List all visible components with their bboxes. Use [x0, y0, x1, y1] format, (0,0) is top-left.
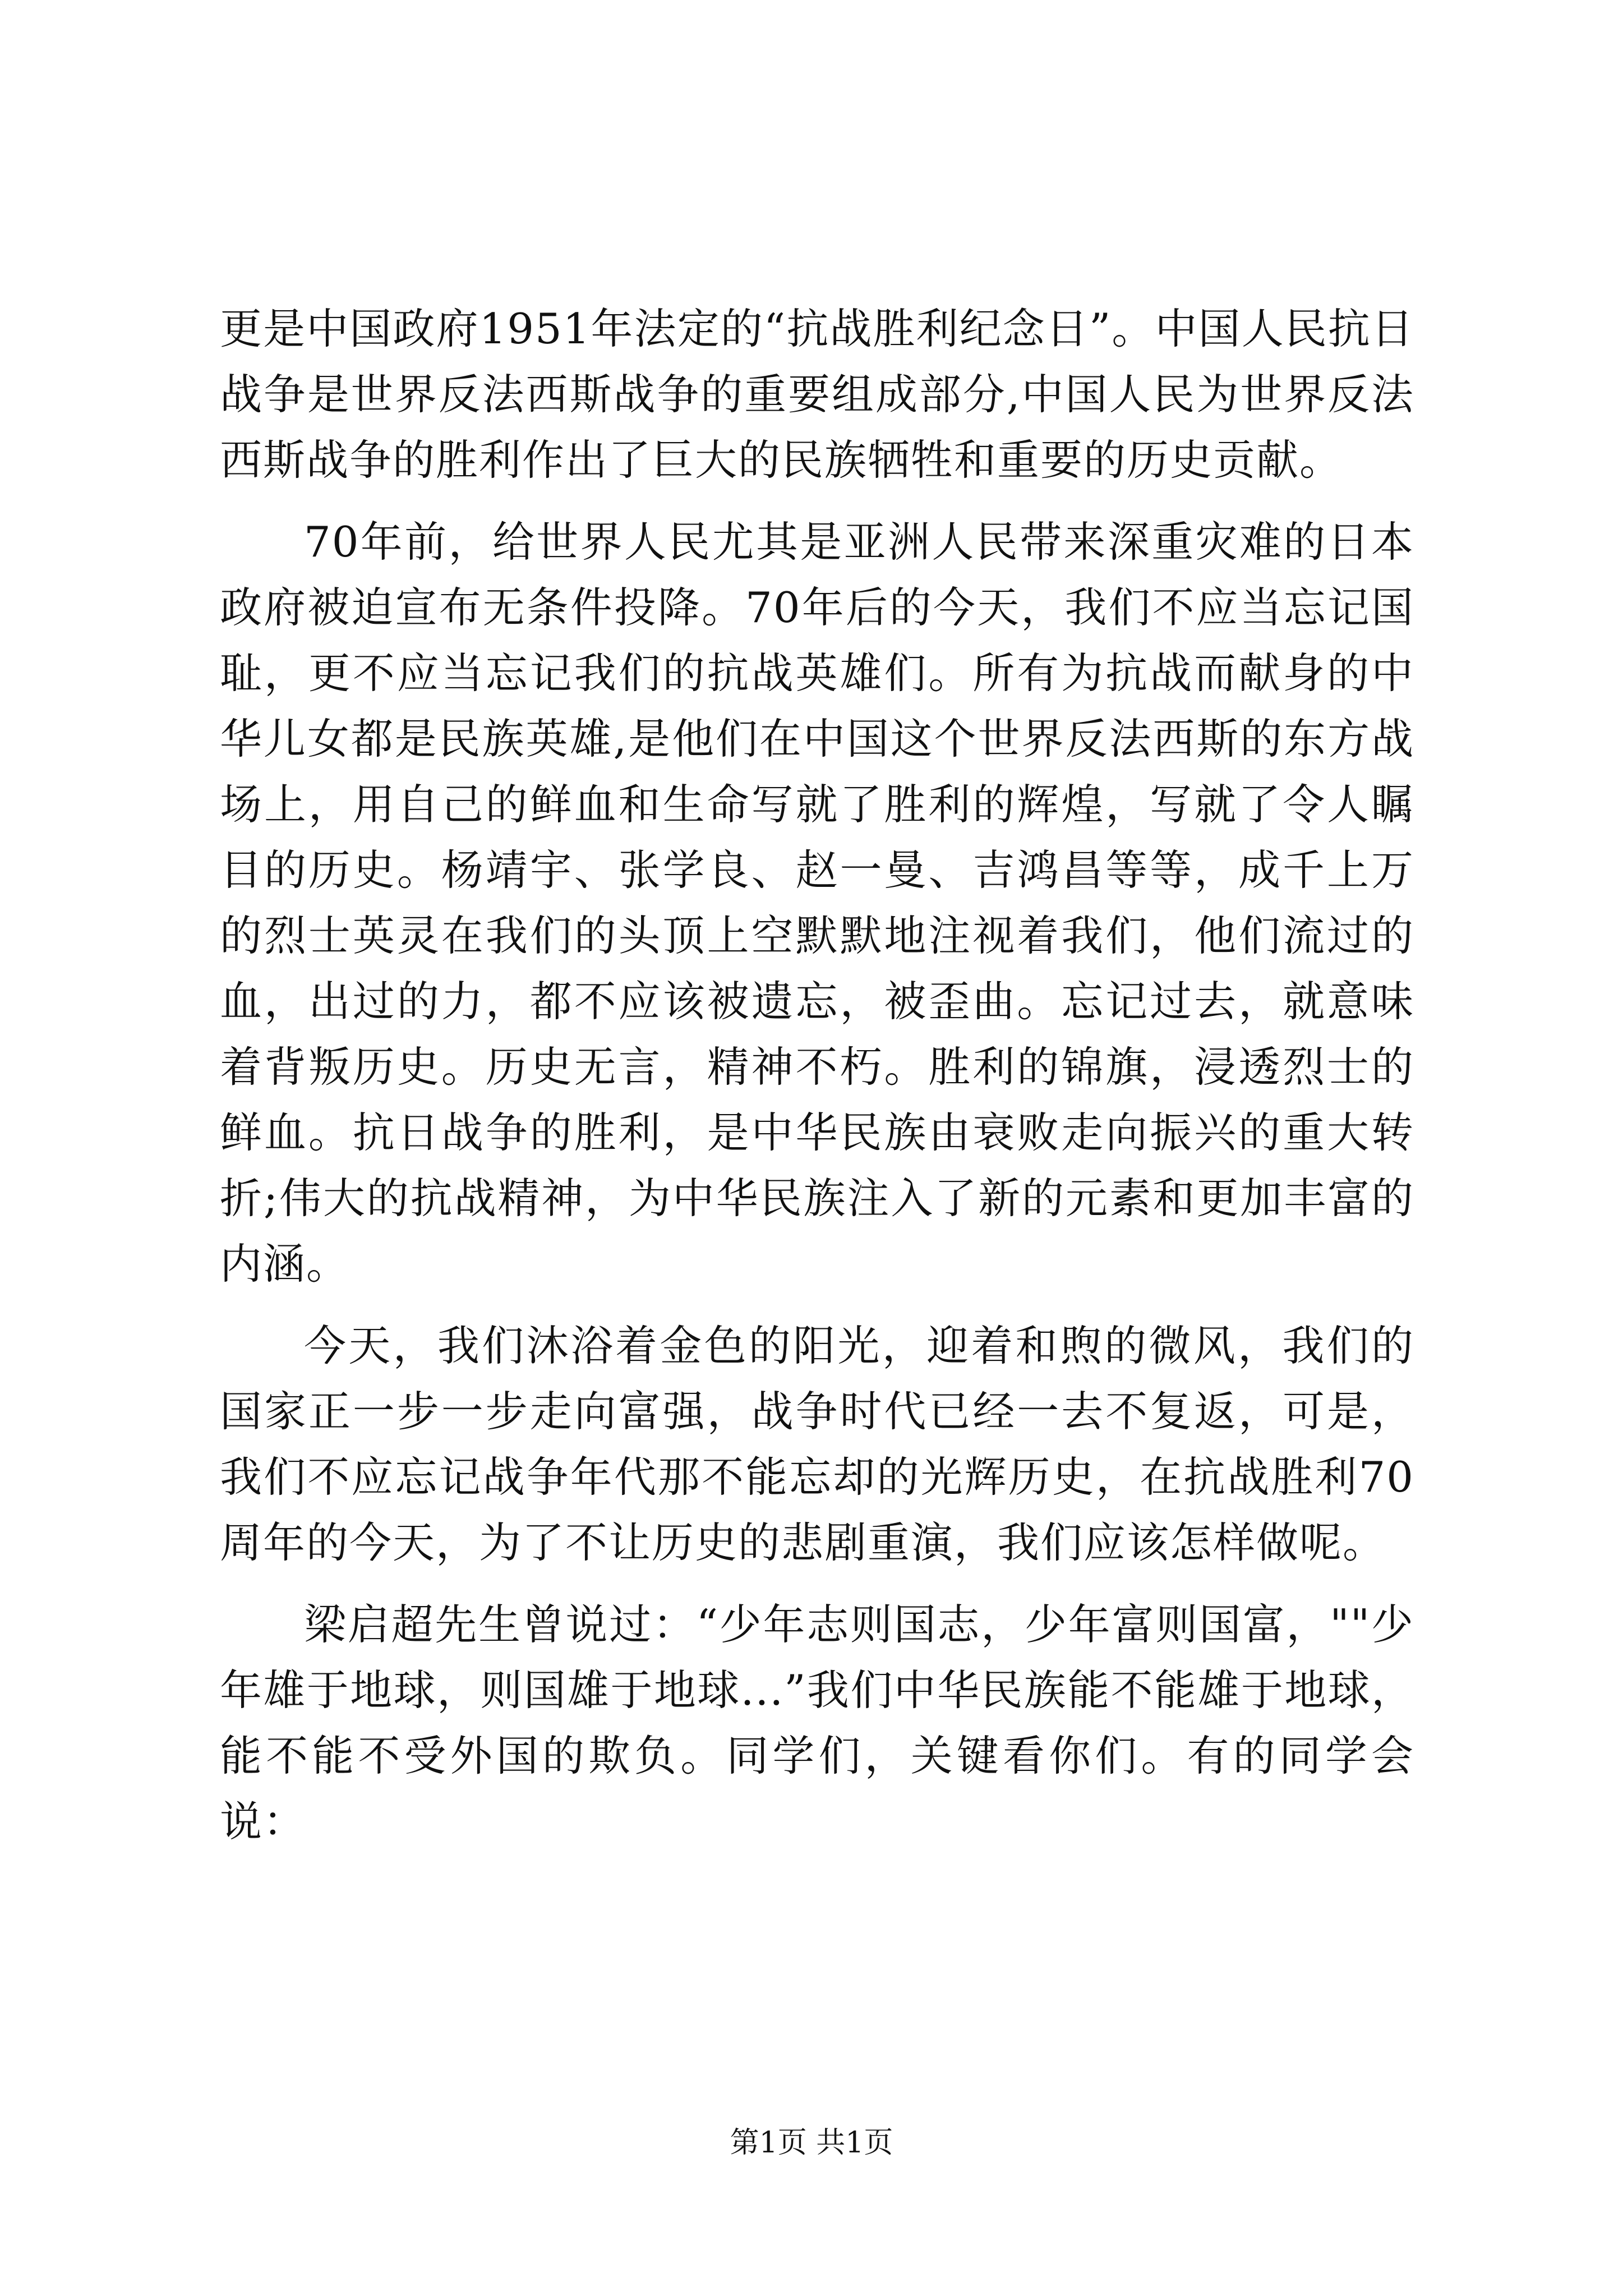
paragraph-2: 70年前，给世界人民尤其是亚洲人民带来深重灾难的日本政府被迫宣布无条件投降。70年后的今天，我们不应当忘记国耻，更不应当忘记我们的抗战英雄们。所有为抗战而献身的中华儿女都是民族英雄,是他们在中国这个世界反法西斯的东方战场上，用自己的鲜血和生命写就了胜利的辉煌，写就了令人瞩目的历史。杨靖宇、张学良、赵一曼、吉鸿昌等等，成千上万的烈士英灵在我们的头顶上空默默地注视着我们，他们流过的血，出过的力，都不应该被遗忘，被歪曲。忘记过去，就意味着背叛历史。历史无言，精神不朽。胜利的锦旗，浸透烈士的鲜血。抗日战争的胜利，是中华民族由衰败走向振兴的重大转折;伟大的抗战精神，为中华民族注入了新的元素和更加丰富的内涵。	[220, 517, 1414, 1289]
page-number-label: 第1页 共1页	[730, 2126, 893, 2160]
paragraph-3: 今天，我们沐浴着金色的阳光，迎着和煦的微风，我们的国家正一步一步走向富强，战争时代已经一去不复返，可是，我们不应忘记战争年代那不能忘却的光辉历史，在抗战胜利70周年的今天，为了不让历史的悲剧重演，我们应该怎样做呢。	[220, 1321, 1414, 1567]
page-footer	[0, 2125, 1623, 2161]
document-body	[220, 296, 1414, 1871]
paragraph-1: 更是中国政府1951年法定的“抗战胜利纪念日”。中国人民抗日战争是世界反法西斯战争的重要组成部分,中国人民为世界反法西斯战争的胜利作出了巨大的民族牺牲和重要的历史贡献。	[220, 304, 1414, 485]
paragraph-4: 梁启超先生曾说过：“少年志则国志，少年富则国富，""少年雄于地球，则国雄于地球...”我们中华民族能不能雄于地球，能不能不受外国的欺负。同学们，关键看你们。有的同学会说：	[220, 1600, 1414, 1846]
